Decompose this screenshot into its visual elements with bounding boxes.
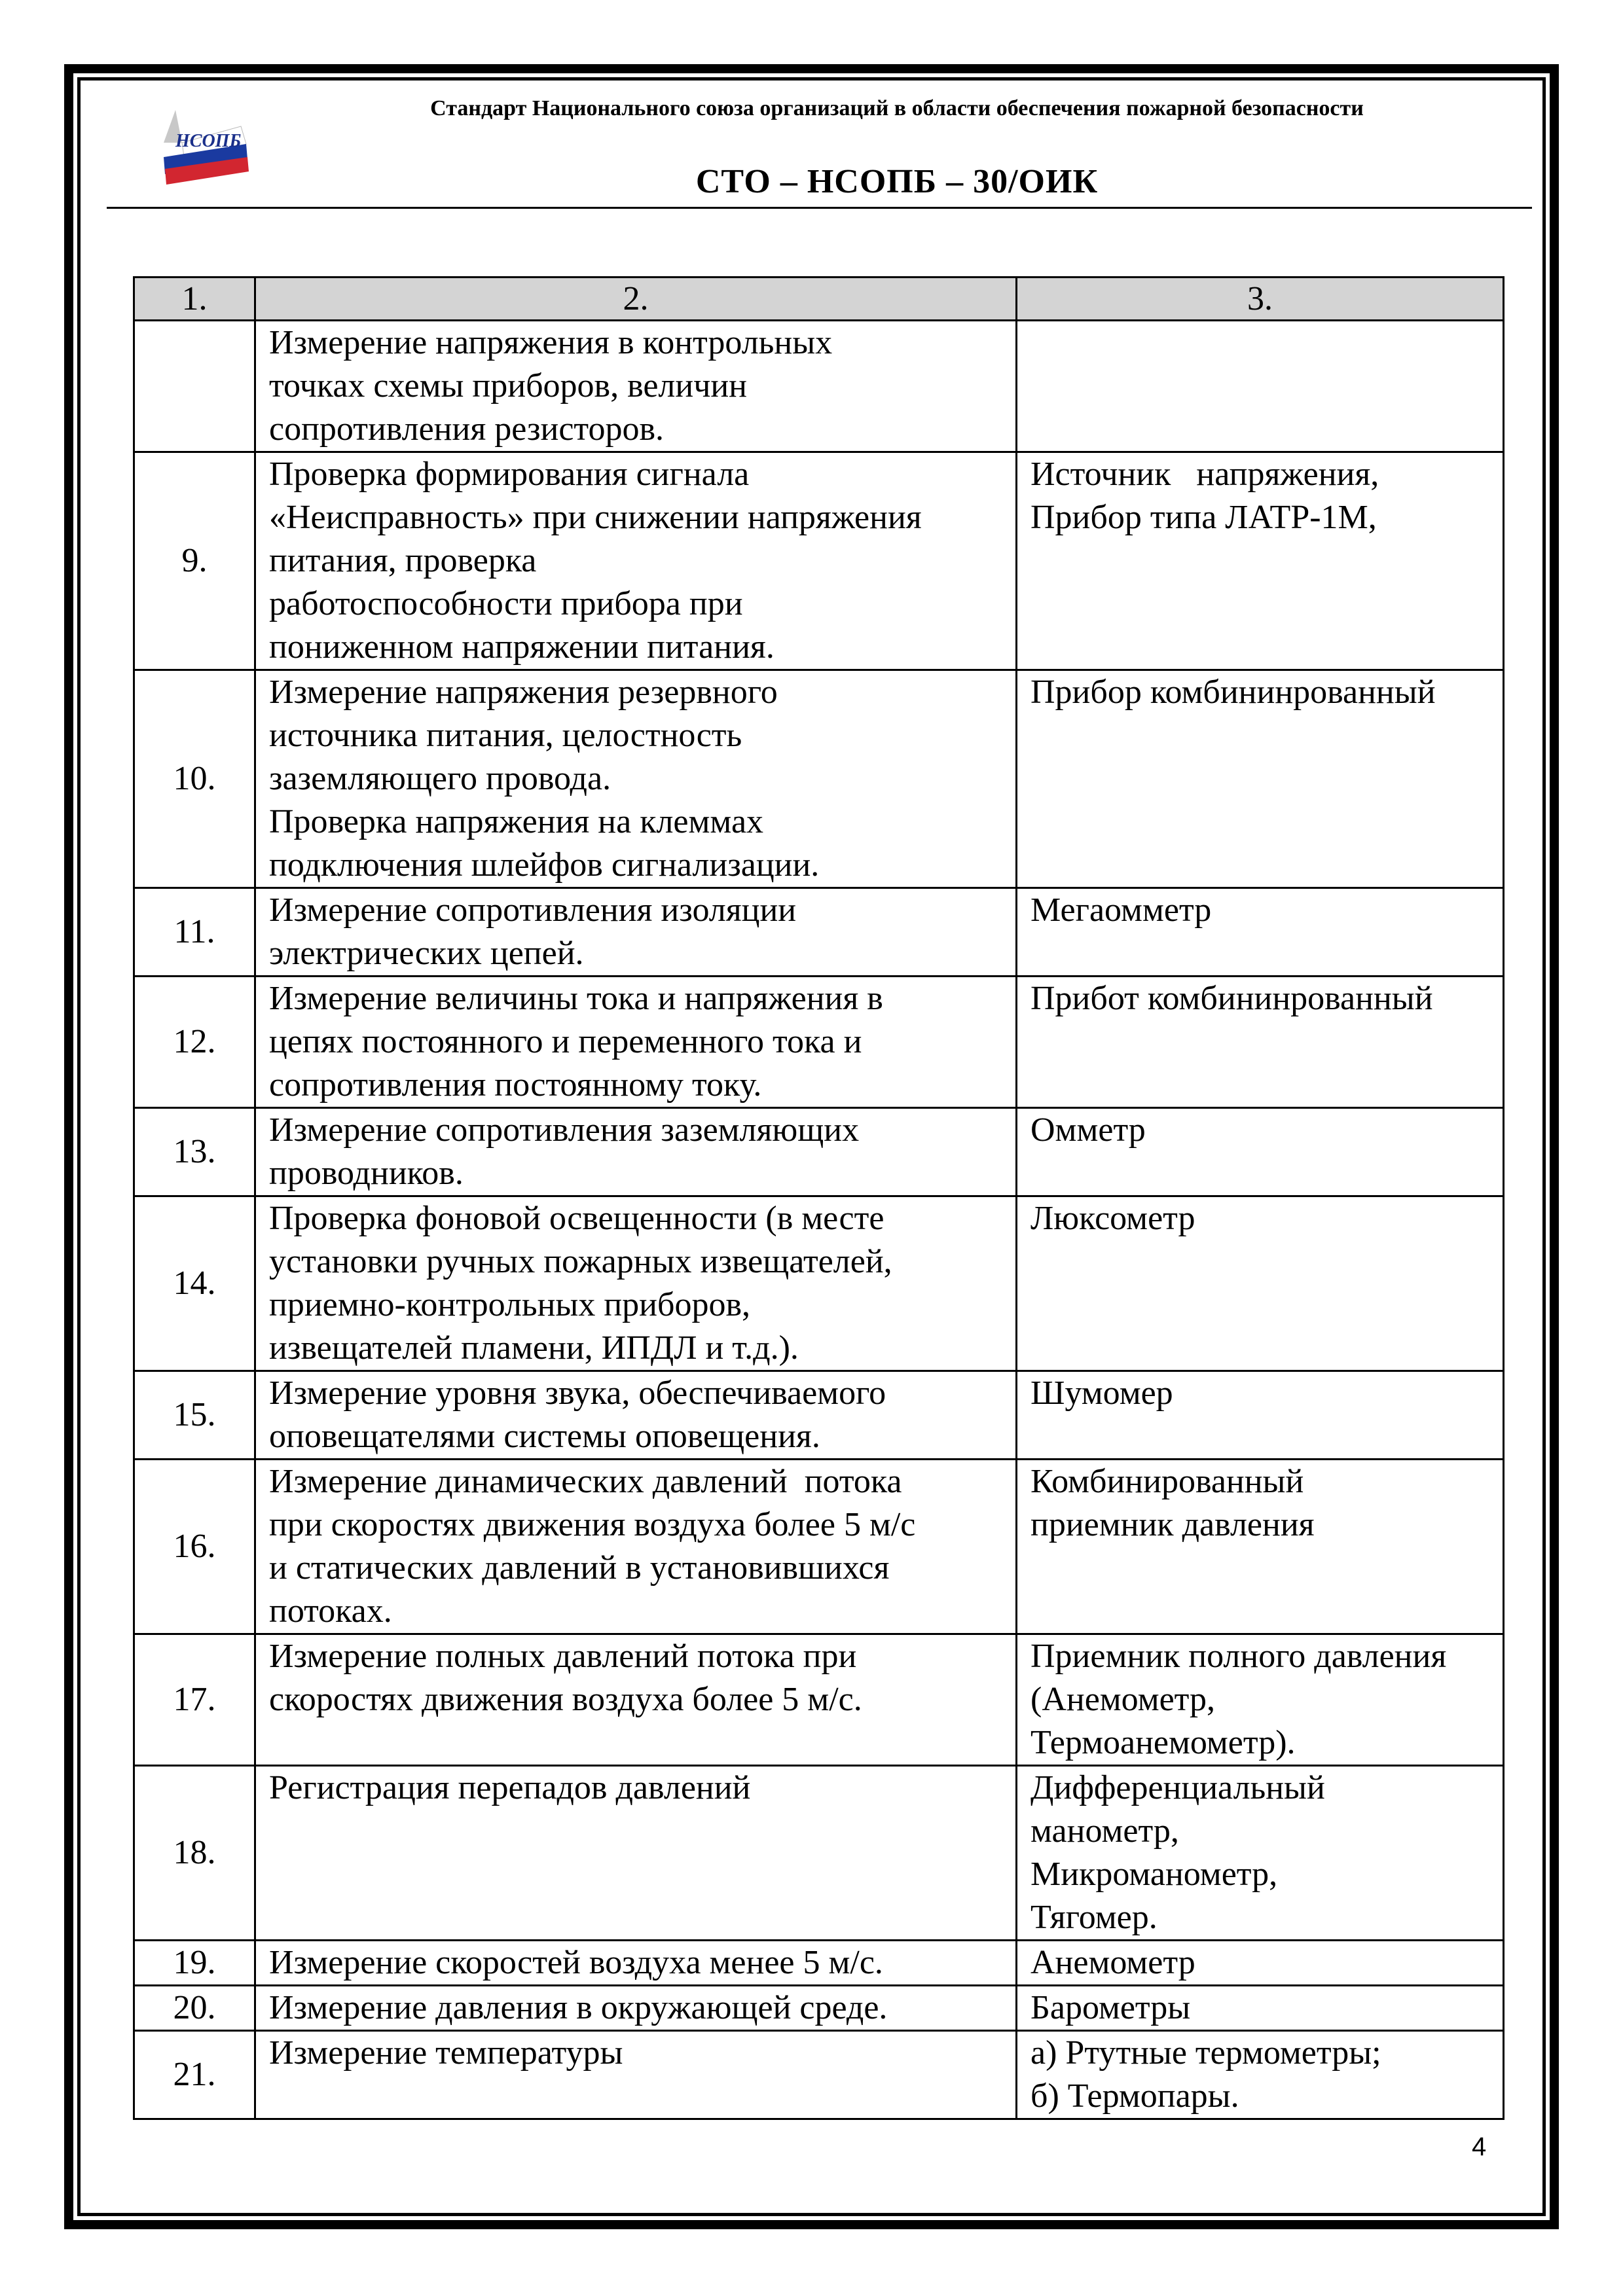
logo-text: НСОПБ [175, 131, 242, 151]
description-line: установки ручных пожарных извещателей, [269, 1243, 892, 1280]
row-description [255, 888, 1017, 977]
measurement-table [133, 276, 1504, 2120]
description-line: оповещателями системы оповещения. [269, 1418, 820, 1455]
description-line: источника питания, целостность [269, 717, 742, 754]
row-instrument [1017, 977, 1504, 1108]
description-line: при скоростях движения воздуха более 5 м/с [269, 1506, 916, 1543]
row-description [255, 977, 1017, 1108]
row-description [255, 321, 1017, 452]
row-description [255, 1634, 1017, 1766]
description-line: сопротивления постоянному току. [269, 1066, 762, 1103]
row-description [255, 1196, 1017, 1371]
instrument-line: Омметр [1030, 1111, 1146, 1149]
row-number: 18. [134, 1766, 255, 1941]
table-row [134, 1634, 1504, 1766]
table-row [134, 1941, 1504, 1986]
row-instrument [1017, 1941, 1504, 1986]
table-row [134, 2031, 1504, 2119]
description-line: Измерение температуры [269, 2034, 623, 2072]
instrument-line: Микроманометр, [1030, 1856, 1278, 1893]
row-instrument [1017, 1766, 1504, 1941]
instrument-line: приемник давления [1030, 1506, 1315, 1543]
row-description [255, 2031, 1017, 2119]
row-description [255, 670, 1017, 888]
instrument-line: б) Термопары. [1030, 2077, 1239, 2115]
column-header-2: 2. [255, 278, 1017, 321]
row-instrument [1017, 321, 1504, 452]
table-header-row [134, 278, 1504, 321]
row-number: 14. [134, 1196, 255, 1371]
instrument-line: Прибор типа ЛАТР-1М, [1030, 499, 1377, 536]
row-description [255, 1986, 1017, 2031]
row-number: 11. [134, 888, 255, 977]
description-line: сопротивления резисторов. [269, 410, 665, 448]
instrument-line: а) Ртутные термометры; [1030, 2034, 1381, 2072]
row-instrument [1017, 2031, 1504, 2119]
instrument-line: (Анемометр, [1030, 1681, 1216, 1718]
row-number: 15. [134, 1371, 255, 1460]
description-line: точках схемы приборов, величин [269, 367, 748, 404]
description-line: работоспособности прибора при [269, 585, 743, 622]
description-line: пониженном напряжении питания. [269, 628, 775, 666]
description-line: Проверка формирования сигнала [269, 456, 750, 493]
row-description [255, 1941, 1017, 1986]
description-line: цепях постоянного и переменного тока и [269, 1023, 862, 1060]
instrument-line: Комбинированный [1030, 1463, 1304, 1500]
row-description [255, 1460, 1017, 1634]
description-line: Измерение скоростей воздуха менее 5 м/с. [269, 1944, 883, 1981]
description-line: Проверка напряжения на клеммах [269, 803, 764, 840]
row-instrument [1017, 888, 1504, 977]
instrument-line: Приемник полного давления [1030, 1638, 1447, 1675]
description-line: заземляющего провода. [269, 760, 611, 797]
description-line: подключения шлейфов сигнализации. [269, 846, 820, 884]
instrument-line: Дифференциальный [1030, 1769, 1325, 1806]
instrument-line: Шумомер [1030, 1374, 1173, 1412]
instrument-line: Анемометр [1030, 1944, 1195, 1981]
row-number: 20. [134, 1986, 255, 2031]
row-number: 16. [134, 1460, 255, 1634]
column-header-1: 1. [134, 278, 255, 321]
table-row [134, 1196, 1504, 1371]
row-instrument [1017, 452, 1504, 670]
table-row [134, 1460, 1504, 1634]
instrument-line: Тягомер. [1030, 1899, 1158, 1936]
instrument-line: Прибот комбининрованный [1030, 980, 1433, 1017]
description-line: потоках. [269, 1592, 392, 1630]
instrument-line: Прибор комбининрованный [1030, 673, 1436, 711]
row-instrument [1017, 1196, 1504, 1371]
description-line: Измерение сопротивления изоляции [269, 891, 797, 929]
row-instrument [1017, 1108, 1504, 1196]
instrument-line: манометр, [1030, 1812, 1179, 1850]
description-line: «Неисправность» при снижении напряжения [269, 499, 922, 536]
description-line: Регистрация перепадов давлений [269, 1769, 751, 1806]
table-row [134, 1986, 1504, 2031]
table-row [134, 888, 1504, 977]
row-instrument [1017, 1371, 1504, 1460]
header-rule [107, 207, 1532, 209]
description-line: Проверка фоновой освещенности (в месте [269, 1200, 884, 1237]
row-description [255, 452, 1017, 670]
description-line: питания, проверка [269, 542, 537, 579]
table-row [134, 977, 1504, 1108]
instrument-line: Люксометр [1030, 1200, 1195, 1237]
table-row [134, 1371, 1504, 1460]
description-line: скоростях движения воздуха более 5 м/с. [269, 1681, 862, 1718]
column-header-3: 3. [1017, 278, 1504, 321]
description-line: электрических цепей. [269, 935, 584, 972]
standard-title: Стандарт Национального союза организаций в области обеспечения пожарной безопасности [430, 96, 1364, 120]
document-code: СТО – НСОПБ – 30/ОИК [695, 163, 1099, 200]
description-line: и статических давлений в установившихся [269, 1549, 890, 1587]
description-line: Измерение полных давлений потока при [269, 1638, 857, 1675]
row-number: 17. [134, 1634, 255, 1766]
row-description [255, 1766, 1017, 1941]
description-line: проводников. [269, 1155, 464, 1192]
description-line: Измерение величины тока и напряжения в [269, 980, 883, 1017]
row-number: 9. [134, 452, 255, 670]
instrument-line: Термоанемометр). [1030, 1724, 1296, 1761]
table-row [134, 1766, 1504, 1941]
table-row [134, 452, 1504, 670]
description-line: приемно-контрольных приборов, [269, 1286, 751, 1323]
row-number: 13. [134, 1108, 255, 1196]
row-number: 10. [134, 670, 255, 888]
row-description [255, 1108, 1017, 1196]
row-instrument [1017, 670, 1504, 888]
instrument-line: Мегаомметр [1030, 891, 1212, 929]
description-line: Измерение уровня звука, обеспечиваемого [269, 1374, 886, 1412]
row-instrument [1017, 1460, 1504, 1634]
row-instrument [1017, 1986, 1504, 2031]
row-number: 21. [134, 2031, 255, 2119]
instrument-line: Источник напряжения, [1030, 456, 1379, 493]
table-row [134, 670, 1504, 888]
table-row [134, 321, 1504, 452]
row-number: 12. [134, 977, 255, 1108]
row-description [255, 1371, 1017, 1460]
description-line: Измерение напряжения в контрольных [269, 324, 833, 361]
table-row [134, 1108, 1504, 1196]
description-line: Измерение напряжения резервного [269, 673, 778, 711]
description-line: Измерение давления в окружающей среде. [269, 1989, 888, 2026]
description-line: Измерение сопротивления заземляющих [269, 1111, 860, 1149]
description-line: Измерение динамических давлений потока [269, 1463, 902, 1500]
page-number: 4 [1472, 2132, 1487, 2161]
row-number: 19. [134, 1941, 255, 1986]
description-line: извещателей пламени, ИПДЛ и т.д.). [269, 1329, 799, 1367]
instrument-line: Барометры [1030, 1989, 1191, 2026]
row-instrument [1017, 1634, 1504, 1766]
row-number [134, 321, 255, 452]
